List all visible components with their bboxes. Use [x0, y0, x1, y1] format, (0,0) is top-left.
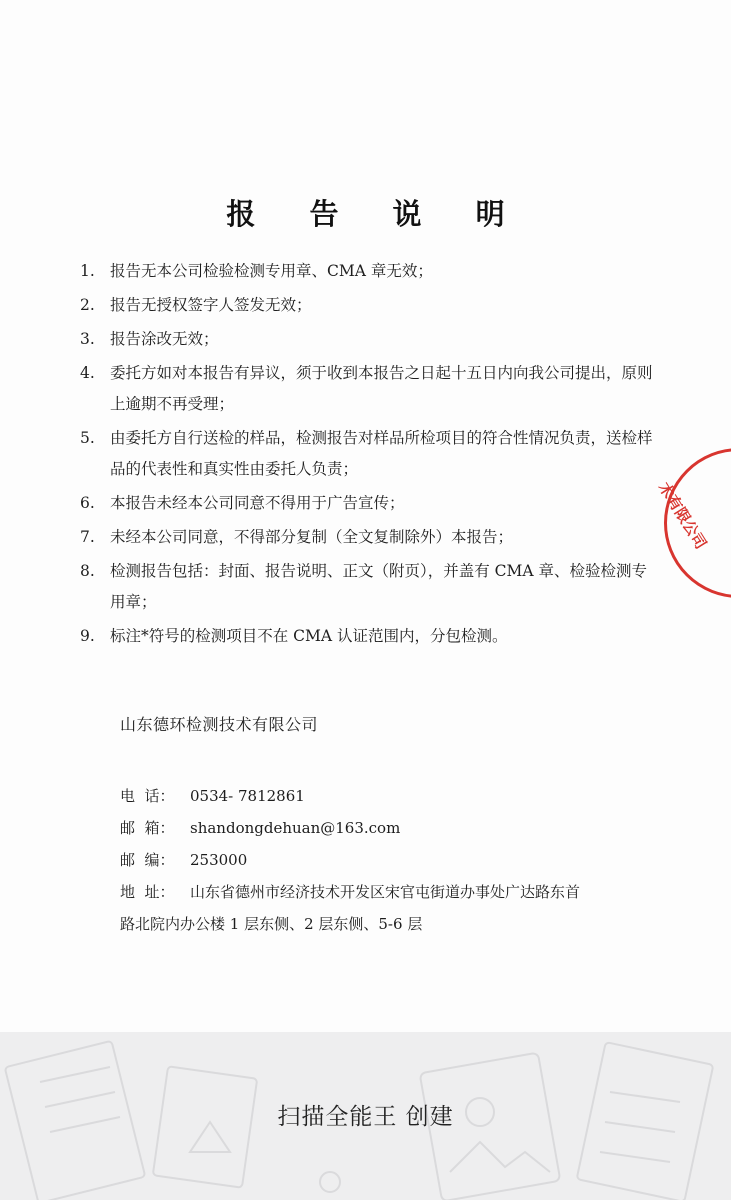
list-item: [80, 256, 660, 287]
watermark-caption: 扫描全能王 创建: [277, 1104, 454, 1130]
list-item: [80, 522, 660, 553]
list-item: [80, 324, 660, 355]
postcode-value: 253000: [190, 851, 248, 869]
note-text: 由委托方自行送检的样品，检测报告对样品所检项目的符合性情况负责，送检样品的代表性和真实性由委托人负责；: [110, 429, 653, 478]
note-text: 报告无本公司检验检测专用章、CMA 章无效；: [110, 262, 433, 280]
note-number: 2.: [80, 296, 95, 314]
note-number: 6.: [80, 494, 95, 512]
list-item: [80, 423, 660, 485]
email-label: 邮 箱：: [120, 819, 175, 837]
address-row: [120, 876, 660, 908]
seal-text: 术有限公司: [655, 479, 711, 553]
phone-label: 电 话：: [120, 787, 175, 805]
postcode-label: 邮 编：: [120, 851, 175, 869]
note-text: 本报告未经本公司同意不得用于广告宣传；: [110, 494, 405, 512]
list-item: [80, 621, 660, 652]
address-label: 地 址：: [120, 883, 175, 901]
note-text: 未经本公司同意，不得部分复制（全文复制除外）本报告；: [110, 528, 514, 546]
note-number: 9.: [80, 627, 95, 645]
note-number: 1.: [80, 262, 95, 280]
note-text: 委托方如对本报告有异议，须于收到本报告之日起十五日内向我公司提出，原则上逾期不再受理；: [110, 364, 653, 413]
list-item: [80, 290, 660, 321]
contact-block: [120, 780, 660, 940]
note-number: 8.: [80, 562, 95, 580]
notes-list: [80, 256, 660, 655]
note-number: 3.: [80, 330, 95, 348]
list-item: [80, 358, 660, 420]
email-row: [120, 812, 660, 844]
note-text: 报告涂改无效；: [110, 330, 219, 348]
list-item: [80, 556, 660, 618]
postcode-row: [120, 844, 660, 876]
phone-row: [120, 780, 660, 812]
note-number: 4.: [80, 364, 95, 382]
note-number: 7.: [80, 528, 95, 546]
company-name: 山东德环检测技术有限公司: [120, 715, 319, 734]
page-title: 报 告 说 明: [226, 197, 527, 231]
address-value: 山东省德州市经济技术开发区宋官屯街道办事处广达路东首: [190, 883, 581, 901]
address-continuation: 路北院内办公楼 1 层东侧、2 层东侧、5-6 层: [120, 915, 423, 933]
note-text: 报告无授权签字人签发无效；: [110, 296, 312, 314]
list-item: [80, 488, 660, 519]
phone-value: 0534- 7812861: [190, 787, 305, 805]
note-number: 5.: [80, 429, 95, 447]
note-text: 标注*符号的检测项目不在 CMA 认证范围内，分包检测。: [110, 627, 508, 645]
email-value: shandongdehuan@163.com: [190, 819, 401, 837]
note-text: 检测报告包括：封面、报告说明、正文（附页），并盖有 CMA 章、检验检测专用章；: [110, 562, 648, 611]
